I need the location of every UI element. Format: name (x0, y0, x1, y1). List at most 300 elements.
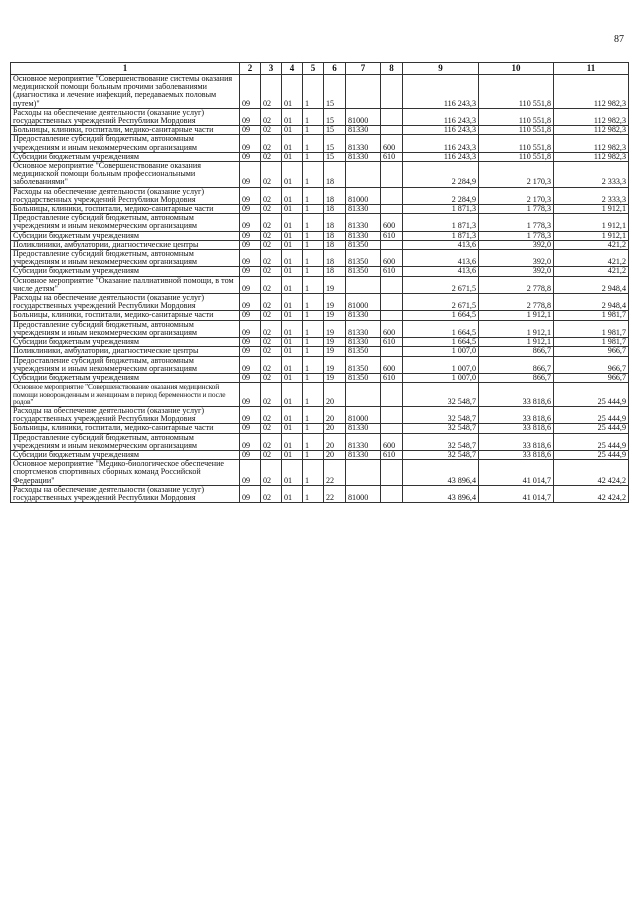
code-section: 02 (261, 135, 282, 152)
code-section: 02 (261, 276, 282, 293)
code-expense-type: 610 (381, 267, 403, 276)
code-program-type: 1 (303, 460, 324, 486)
code-section: 02 (261, 320, 282, 337)
code-direction: 81330 (346, 152, 381, 161)
code-direction: 81330 (346, 433, 381, 450)
code-activity: 18 (324, 162, 346, 188)
column-header-3: 3 (261, 63, 282, 75)
code-subsection: 01 (282, 460, 303, 486)
amount-year-2: 866,7 (479, 373, 554, 382)
amount-year-3: 1 912,1 (554, 231, 629, 240)
code-ministry: 09 (240, 433, 261, 450)
code-expense-type (381, 126, 403, 135)
amount-year-1: 1 007,0 (403, 373, 479, 382)
code-subsection: 01 (282, 294, 303, 311)
table-row (11, 276, 629, 293)
amount-year-2: 1 778,3 (479, 231, 554, 240)
code-ministry: 09 (240, 424, 261, 433)
code-expense-type (381, 205, 403, 214)
row-name: Субсидии бюджетным учреждениям (11, 450, 240, 459)
code-direction: 81350 (346, 373, 381, 382)
amount-year-1: 116 243,3 (403, 126, 479, 135)
amount-year-2: 866,7 (479, 347, 554, 356)
code-ministry: 09 (240, 311, 261, 320)
code-direction: 81000 (346, 108, 381, 125)
amount-year-2: 33 818,6 (479, 406, 554, 423)
amount-year-1: 32 548,7 (403, 450, 479, 459)
header-row (11, 63, 629, 75)
code-subsection: 01 (282, 383, 303, 407)
code-ministry: 09 (240, 152, 261, 161)
code-section: 02 (261, 152, 282, 161)
code-expense-type (381, 294, 403, 311)
code-subsection: 01 (282, 433, 303, 450)
amount-year-1: 32 548,7 (403, 424, 479, 433)
amount-year-3: 421,2 (554, 250, 629, 267)
code-activity: 20 (324, 450, 346, 459)
amount-year-3: 421,2 (554, 267, 629, 276)
row-name: Основное мероприятие "Медико-биологическое обеспечение спортсменов спортивных сборных команд Российской Федерации" (11, 460, 240, 486)
code-program-type: 1 (303, 187, 324, 204)
code-program-type: 1 (303, 424, 324, 433)
amount-year-1: 1 664,5 (403, 311, 479, 320)
code-expense-type: 610 (381, 450, 403, 459)
code-expense-type: 610 (381, 231, 403, 240)
code-expense-type (381, 276, 403, 293)
table-row (11, 240, 629, 249)
table-row (11, 433, 629, 450)
code-program-type: 1 (303, 108, 324, 125)
code-program-type: 1 (303, 205, 324, 214)
amount-year-1: 1 664,5 (403, 338, 479, 347)
code-direction (346, 383, 381, 407)
code-expense-type (381, 162, 403, 188)
code-activity: 20 (324, 383, 346, 407)
code-program-type: 1 (303, 356, 324, 373)
code-ministry: 09 (240, 373, 261, 382)
row-name: Расходы на обеспечение деятельности (оказание услуг) государственных учреждений Республики Мордовия (11, 406, 240, 423)
row-name: Больницы, клиники, госпитали, медико-санитарные части (11, 126, 240, 135)
code-activity: 18 (324, 250, 346, 267)
amount-year-2: 33 818,6 (479, 424, 554, 433)
code-subsection: 01 (282, 424, 303, 433)
amount-year-2: 1 778,3 (479, 214, 554, 231)
code-expense-type (381, 240, 403, 249)
table-row (11, 162, 629, 188)
amount-year-2: 2 170,3 (479, 162, 554, 188)
table-row (11, 383, 629, 407)
amount-year-3: 112 982,3 (554, 152, 629, 161)
code-section: 02 (261, 205, 282, 214)
code-program-type: 1 (303, 294, 324, 311)
code-ministry: 09 (240, 356, 261, 373)
amount-year-2: 392,0 (479, 267, 554, 276)
code-section: 02 (261, 433, 282, 450)
code-program-type: 1 (303, 373, 324, 382)
row-name: Предоставление субсидий бюджетным, автономным учреждениям и иным некоммерческим организациям (11, 433, 240, 450)
amount-year-1: 1 871,3 (403, 214, 479, 231)
code-activity: 19 (324, 373, 346, 382)
amount-year-3: 1 981,7 (554, 338, 629, 347)
code-program-type: 1 (303, 347, 324, 356)
row-name: Предоставление субсидий бюджетным, автономным учреждениям и иным некоммерческим организациям (11, 214, 240, 231)
code-activity: 18 (324, 214, 346, 231)
code-section: 02 (261, 267, 282, 276)
row-name: Предоставление субсидий бюджетным, автономным учреждениям и иным некоммерческим организациям (11, 250, 240, 267)
code-subsection: 01 (282, 231, 303, 240)
amount-year-1: 413,6 (403, 267, 479, 276)
code-expense-type (381, 75, 403, 109)
code-subsection: 01 (282, 214, 303, 231)
code-section: 02 (261, 108, 282, 125)
code-program-type: 1 (303, 406, 324, 423)
code-direction: 81330 (346, 338, 381, 347)
code-program-type: 1 (303, 250, 324, 267)
code-expense-type: 610 (381, 373, 403, 382)
code-program-type: 1 (303, 450, 324, 459)
code-activity: 18 (324, 205, 346, 214)
code-program-type: 1 (303, 214, 324, 231)
code-expense-type: 600 (381, 433, 403, 450)
code-program-type: 1 (303, 152, 324, 161)
amount-year-2: 2 778,8 (479, 276, 554, 293)
code-direction: 81330 (346, 135, 381, 152)
amount-year-1: 32 548,7 (403, 383, 479, 407)
column-header-4: 4 (282, 63, 303, 75)
code-section: 02 (261, 338, 282, 347)
code-ministry: 09 (240, 450, 261, 459)
amount-year-3: 25 444,9 (554, 450, 629, 459)
amount-year-2: 33 818,6 (479, 383, 554, 407)
table-row (11, 347, 629, 356)
amount-year-2: 33 818,6 (479, 433, 554, 450)
amount-year-3: 2 948,4 (554, 294, 629, 311)
code-program-type: 1 (303, 231, 324, 240)
amount-year-1: 2 284,9 (403, 162, 479, 188)
table-row (11, 450, 629, 459)
code-ministry: 09 (240, 135, 261, 152)
table-row (11, 294, 629, 311)
amount-year-1: 2 284,9 (403, 187, 479, 204)
code-ministry: 09 (240, 126, 261, 135)
amount-year-3: 112 982,3 (554, 135, 629, 152)
code-activity: 19 (324, 356, 346, 373)
code-ministry: 09 (240, 108, 261, 125)
code-program-type: 1 (303, 485, 324, 502)
amount-year-1: 116 243,3 (403, 108, 479, 125)
code-ministry: 09 (240, 75, 261, 109)
code-subsection: 01 (282, 338, 303, 347)
row-name: Основное мероприятие "Совершенствование системы оказания медицинской помощи больным прочими заболеваниями (диагностика и лечение инфекций, передаваемых половым путем)" (11, 75, 240, 109)
code-direction (346, 162, 381, 188)
amount-year-3: 25 444,9 (554, 383, 629, 407)
table-row (11, 152, 629, 161)
code-section: 02 (261, 187, 282, 204)
amount-year-3: 966,7 (554, 373, 629, 382)
code-section: 02 (261, 240, 282, 249)
amount-year-3: 25 444,9 (554, 424, 629, 433)
code-expense-type (381, 485, 403, 502)
code-activity: 19 (324, 320, 346, 337)
amount-year-3: 966,7 (554, 356, 629, 373)
amount-year-2: 392,0 (479, 240, 554, 249)
code-direction: 81350 (346, 347, 381, 356)
amount-year-1: 116 243,3 (403, 135, 479, 152)
amount-year-3: 1 912,1 (554, 214, 629, 231)
code-subsection: 01 (282, 240, 303, 249)
code-direction: 81350 (346, 250, 381, 267)
amount-year-1: 1 871,3 (403, 205, 479, 214)
code-section: 02 (261, 406, 282, 423)
code-direction: 81330 (346, 126, 381, 135)
code-activity: 18 (324, 231, 346, 240)
row-name: Основное мероприятие "Оказание паллиативной помощи, в том числе детям" (11, 276, 240, 293)
amount-year-2: 1 912,1 (479, 338, 554, 347)
row-name: Предоставление субсидий бюджетным, автономным учреждениям и иным некоммерческим организациям (11, 320, 240, 337)
amount-year-2: 41 014,7 (479, 460, 554, 486)
row-name: Больницы, клиники, госпитали, медико-санитарные части (11, 311, 240, 320)
table-row (11, 338, 629, 347)
code-direction: 81330 (346, 214, 381, 231)
code-expense-type (381, 187, 403, 204)
code-subsection: 01 (282, 152, 303, 161)
code-activity: 19 (324, 294, 346, 311)
code-section: 02 (261, 214, 282, 231)
code-activity: 19 (324, 338, 346, 347)
code-expense-type: 600 (381, 356, 403, 373)
row-name: Предоставление субсидий бюджетным, автономным учреждениям и иным некоммерческим организациям (11, 135, 240, 152)
code-subsection: 01 (282, 311, 303, 320)
table-row (11, 267, 629, 276)
amount-year-2: 110 551,8 (479, 135, 554, 152)
code-section: 02 (261, 383, 282, 407)
code-section: 02 (261, 75, 282, 109)
code-subsection: 01 (282, 162, 303, 188)
code-activity: 20 (324, 406, 346, 423)
code-expense-type: 600 (381, 320, 403, 337)
amount-year-2: 866,7 (479, 356, 554, 373)
table-row (11, 424, 629, 433)
table-row (11, 356, 629, 373)
code-subsection: 01 (282, 356, 303, 373)
code-subsection: 01 (282, 320, 303, 337)
code-program-type: 1 (303, 135, 324, 152)
code-subsection: 01 (282, 205, 303, 214)
code-subsection: 01 (282, 135, 303, 152)
code-activity: 15 (324, 126, 346, 135)
code-direction: 81350 (346, 240, 381, 249)
row-name: Субсидии бюджетным учреждениям (11, 267, 240, 276)
code-activity: 19 (324, 311, 346, 320)
amount-year-3: 2 948,4 (554, 276, 629, 293)
table-row (11, 231, 629, 240)
code-subsection: 01 (282, 406, 303, 423)
table-row (11, 187, 629, 204)
code-ministry: 09 (240, 231, 261, 240)
code-expense-type (381, 383, 403, 407)
code-direction: 81330 (346, 320, 381, 337)
code-direction: 81330 (346, 311, 381, 320)
code-subsection: 01 (282, 347, 303, 356)
code-section: 02 (261, 424, 282, 433)
row-name: Поликлиники, амбулатории, диагностические центры (11, 347, 240, 356)
table-row (11, 205, 629, 214)
column-header-11: 11 (554, 63, 629, 75)
code-direction (346, 75, 381, 109)
code-direction: 81330 (346, 205, 381, 214)
amount-year-3: 112 982,3 (554, 126, 629, 135)
code-expense-type (381, 460, 403, 486)
amount-year-1: 413,6 (403, 240, 479, 249)
code-activity: 15 (324, 135, 346, 152)
amount-year-2: 2 778,8 (479, 294, 554, 311)
amount-year-1: 32 548,7 (403, 406, 479, 423)
amount-year-1: 1 007,0 (403, 347, 479, 356)
code-ministry: 09 (240, 338, 261, 347)
code-subsection: 01 (282, 450, 303, 459)
code-direction: 81000 (346, 485, 381, 502)
amount-year-2: 1 912,1 (479, 311, 554, 320)
code-activity: 22 (324, 460, 346, 486)
code-program-type: 1 (303, 311, 324, 320)
amount-year-2: 110 551,8 (479, 152, 554, 161)
code-expense-type: 600 (381, 250, 403, 267)
row-name: Субсидии бюджетным учреждениям (11, 373, 240, 382)
table-row (11, 75, 629, 109)
code-subsection: 01 (282, 75, 303, 109)
column-header-6: 6 (324, 63, 346, 75)
amount-year-1: 413,6 (403, 250, 479, 267)
amount-year-1: 2 671,5 (403, 276, 479, 293)
row-name: Расходы на обеспечение деятельности (оказание услуг) государственных учреждений Республики Мордовия (11, 108, 240, 125)
amount-year-3: 25 444,9 (554, 406, 629, 423)
code-activity: 22 (324, 485, 346, 502)
code-section: 02 (261, 460, 282, 486)
row-name: Больницы, клиники, госпитали, медико-санитарные части (11, 424, 240, 433)
amount-year-3: 1 981,7 (554, 320, 629, 337)
code-program-type: 1 (303, 75, 324, 109)
code-subsection: 01 (282, 250, 303, 267)
code-direction: 81000 (346, 406, 381, 423)
code-activity: 15 (324, 108, 346, 125)
code-direction: 81350 (346, 267, 381, 276)
code-ministry: 09 (240, 460, 261, 486)
code-expense-type (381, 108, 403, 125)
amount-year-3: 421,2 (554, 240, 629, 249)
code-section: 02 (261, 356, 282, 373)
row-name: Основное мероприятие "Совершенствование оказания медицинской помощи новорожденным и женщинам в период беременности и после родов" (11, 383, 240, 407)
column-header-8: 8 (381, 63, 403, 75)
code-program-type: 1 (303, 383, 324, 407)
code-ministry: 09 (240, 267, 261, 276)
code-ministry: 09 (240, 383, 261, 407)
amount-year-2: 110 551,8 (479, 108, 554, 125)
code-subsection: 01 (282, 187, 303, 204)
amount-year-1: 43 896,4 (403, 460, 479, 486)
code-activity: 18 (324, 240, 346, 249)
table-row (11, 250, 629, 267)
code-direction: 81000 (346, 294, 381, 311)
code-direction: 81330 (346, 424, 381, 433)
code-section: 02 (261, 347, 282, 356)
code-expense-type: 610 (381, 338, 403, 347)
row-name: Субсидии бюджетным учреждениям (11, 231, 240, 240)
code-ministry: 09 (240, 205, 261, 214)
code-activity: 15 (324, 75, 346, 109)
code-program-type: 1 (303, 162, 324, 188)
code-section: 02 (261, 373, 282, 382)
amount-year-2: 392,0 (479, 250, 554, 267)
code-subsection: 01 (282, 373, 303, 382)
amount-year-2: 110 551,8 (479, 75, 554, 109)
column-header-9: 9 (403, 63, 479, 75)
code-expense-type: 610 (381, 152, 403, 161)
code-direction: 81000 (346, 187, 381, 204)
code-direction (346, 276, 381, 293)
table-row (11, 126, 629, 135)
code-ministry: 09 (240, 187, 261, 204)
table-row (11, 373, 629, 382)
code-expense-type: 600 (381, 135, 403, 152)
row-name: Расходы на обеспечение деятельности (оказание услуг) государственных учреждений Республики Мордовия (11, 485, 240, 502)
row-name: Расходы на обеспечение деятельности (оказание услуг) государственных учреждений Республики Мордовия (11, 187, 240, 204)
table-row (11, 320, 629, 337)
amount-year-2: 110 551,8 (479, 126, 554, 135)
code-ministry: 09 (240, 347, 261, 356)
code-ministry: 09 (240, 214, 261, 231)
amount-year-2: 41 014,7 (479, 485, 554, 502)
row-name: Субсидии бюджетным учреждениям (11, 338, 240, 347)
amount-year-1: 116 243,3 (403, 152, 479, 161)
code-subsection: 01 (282, 126, 303, 135)
table-row (11, 406, 629, 423)
code-section: 02 (261, 311, 282, 320)
code-section: 02 (261, 294, 282, 311)
code-section: 02 (261, 162, 282, 188)
page-number: 87 (614, 34, 624, 45)
code-ministry: 09 (240, 240, 261, 249)
amount-year-1: 43 896,4 (403, 485, 479, 502)
row-name: Основное мероприятие "Совершенствование оказания медицинской помощи больным профессиональными заболеваниями" (11, 162, 240, 188)
code-ministry: 09 (240, 276, 261, 293)
code-ministry: 09 (240, 162, 261, 188)
amount-year-3: 1 981,7 (554, 311, 629, 320)
code-section: 02 (261, 450, 282, 459)
amount-year-2: 33 818,6 (479, 450, 554, 459)
code-program-type: 1 (303, 338, 324, 347)
code-program-type: 1 (303, 276, 324, 293)
code-expense-type (381, 406, 403, 423)
column-header-2: 2 (240, 63, 261, 75)
amount-year-1: 32 548,7 (403, 433, 479, 450)
amount-year-1: 1 664,5 (403, 320, 479, 337)
table-row (11, 460, 629, 486)
code-expense-type (381, 424, 403, 433)
code-direction: 81350 (346, 356, 381, 373)
code-expense-type (381, 347, 403, 356)
code-subsection: 01 (282, 276, 303, 293)
amount-year-3: 1 912,1 (554, 205, 629, 214)
table-row (11, 108, 629, 125)
code-section: 02 (261, 126, 282, 135)
amount-year-2: 2 170,3 (479, 187, 554, 204)
code-direction: 81330 (346, 231, 381, 240)
code-activity: 20 (324, 433, 346, 450)
amount-year-3: 112 982,3 (554, 108, 629, 125)
table-body (11, 75, 629, 503)
amount-year-1: 116 243,3 (403, 75, 479, 109)
row-name: Субсидии бюджетным учреждениям (11, 152, 240, 161)
